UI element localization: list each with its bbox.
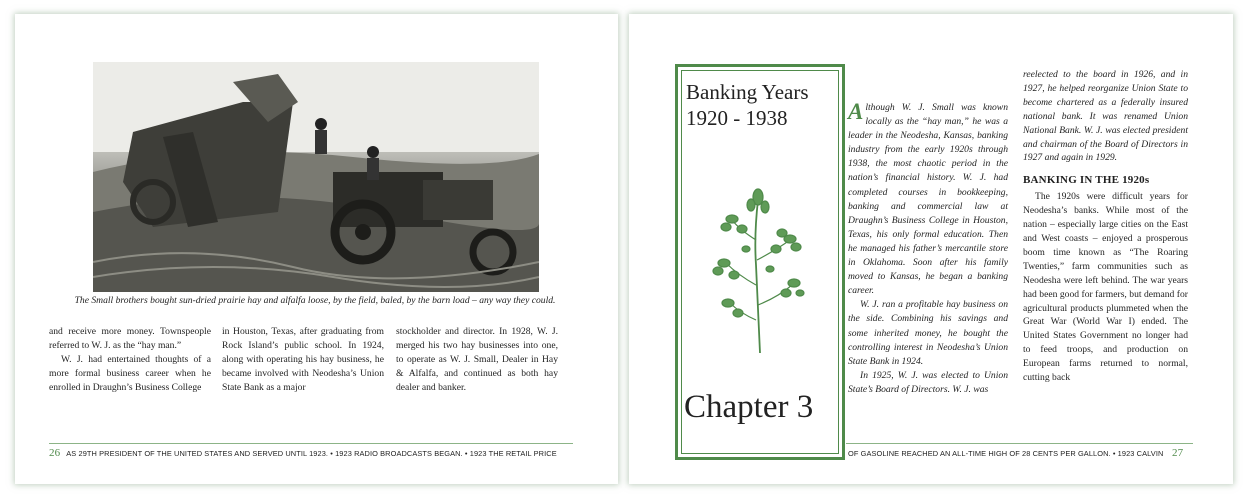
page-number: 26 [49,447,61,459]
paragraph [848,101,1008,298]
photo-caption: The Small brothers bought sun-dried prairie hay and alfalfa loose, by the field, baled, by the barn load – any way they could. [74,295,556,306]
italic-continuation [1023,68,1188,165]
chapter-number: Chapter 3 [684,389,814,425]
intro-italic-column [848,101,1008,397]
chapter-title-line: Banking Years [686,80,809,104]
paragraph: The 1920s were difficult years for Neodesha’s banks. While most of the nation – especially large cities on the East and West coasts – enjoyed a prosperous boom time known as “The Roaring Twenties,” farm communities such as Neodesha were left behind. The war years had been good for farmers, but demand for agricultural products plummeted when the Great War (World War I) ended. The United States Government no longer had to feed troops, and production on European farms returned to normal, cutting back [1023,191,1188,384]
photo-illustration [93,62,539,292]
footer-rule [49,443,573,444]
left-page [15,14,618,484]
chapter-title-box [675,64,845,460]
alfalfa-sprig-icon [708,185,808,355]
hay-baler-photo [93,62,539,292]
footer-timeline-text: AS 29TH PRESIDENT OF THE UNITED STATES AND SERVED UNTIL 1923. • 1923 RADIO BROADCASTS BEGAN. • 1923 THE RETAIL PRICE [66,449,557,458]
paragraph: reelected to the board in 1926, and in 1927, he helped reorganize Union State to become chartered as a federally insured national bank. It was renamed Union National Bank. W. J. was elected president and chairman of the Board of Directors in 1927 and again in 1929. [1023,69,1188,164]
intro-text: lthough W. J. Small was known locally as the “hay man,” he was a leader in the Neodesha, Kansas, banking industry from the early 1920s through 1938, the most chaotic period in the nation’s financial history. W. J. had completed courses in bookkeeping, banking and commercial law at Draughn’s Business College in Houston, Texas, his only formal education. Then he managed his father’s mercantile store in Oklahoma. Soon after his family moved to Kansas, he began a banking career. [848,102,1008,297]
chapter-title [686,79,809,131]
drop-cap: A [848,99,864,124]
paragraph: In 1925, W. J. was elected to Union State’s Board of Directors. W. J. was [848,369,1008,395]
body-column-2 [222,325,384,395]
page-number: 27 [1172,447,1184,459]
paragraph: in Houston, Texas, after graduating from Rock Island’s public school. In 1924, along with operating his hay business, he became involved with Neodesha’s Union State Bank as a major [222,326,384,393]
paragraph: W. J. ran a profitable hay business on the side. Combining his savings and some inherited money, he bought the controlling interest in Neodesha’s Union State Bank in 1924. [848,299,1008,367]
body-column-3 [396,325,558,395]
footer-timeline-text: OF GASOLINE REACHED AN ALL-TIME HIGH OF 28 CENTS PER GALLON. • 1923 CALVIN [848,449,1164,458]
section-heading: BANKING IN THE 1920s [1023,174,1150,187]
page-footer [49,447,557,459]
footer-rule [846,443,1193,444]
right-page [629,14,1233,484]
right-column [1023,68,1188,385]
paragraph: W. J. had entertained thoughts of a more formal business career when he enrolled in Draughn’s Business College [49,354,211,393]
page-footer [848,447,1183,459]
body-column-1 [49,325,211,395]
chapter-title-years: 1920 - 1938 [686,106,788,130]
paragraph: and receive more money. Townspeople referred to W. J. as the “hay man.” [49,326,211,351]
paragraph: stockholder and director. In 1928, W. J. merged his two hay businesses into one, to operate as W. J. Small, Dealer in Hay & Alfalfa, and continued as both hay dealer and banker. [396,326,558,393]
